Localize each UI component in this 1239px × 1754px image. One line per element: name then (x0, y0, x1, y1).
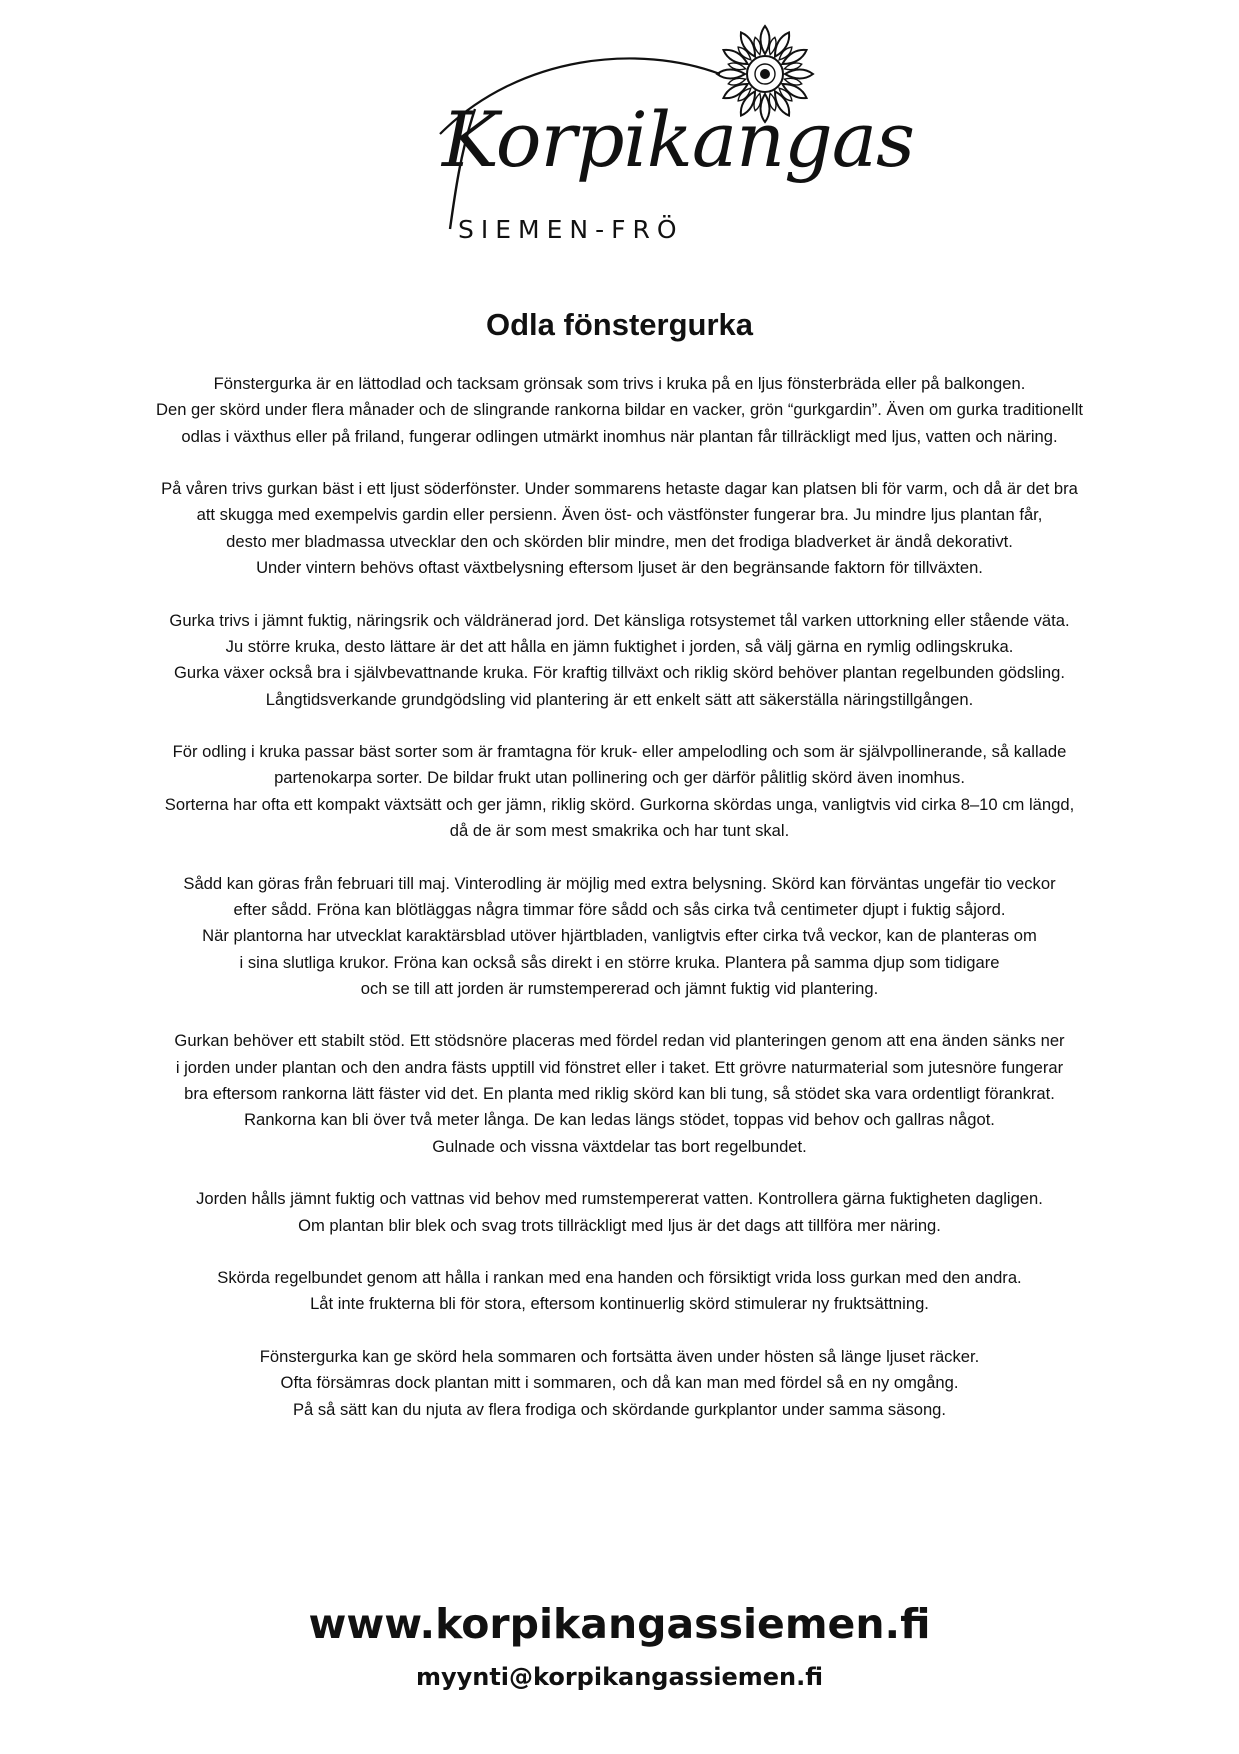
brand-logo (420, 14, 915, 244)
text-line: att skugga med exempelvis gardin eller persienn. Även öst- och västfönster fungerar bra. Ju mindre ljus plantan får, (196, 505, 1043, 525)
text-line: Skörda regelbundet genom att hålla i rankan med ena handen och försiktigt vrida loss gurkan med den andra. (217, 1268, 1022, 1288)
paragraph (70, 871, 1169, 1002)
paragraph (70, 608, 1169, 713)
text-line: Långtidsverkande grundgödsling vid plantering är ett enkelt sätt att säkerställa näringstillgången. (265, 689, 974, 709)
text-line: För odling i kruka passar bäst sorter som är framtagna för kruk- eller ampelodling och som är självpollinerande, så kallade (172, 742, 1067, 762)
website-link[interactable]: www.korpikangassiemen.fi (308, 1600, 931, 1648)
text-line: i jorden under plantan och den andra fästs upptill vid fönstret eller i taket. Ett grövre naturmaterial som jutesnöre fungerar (175, 1057, 1064, 1077)
text-line: Om plantan blir blek och svag trots tillräckligt med ljus är det dags att tillföra mer näring. (298, 1215, 941, 1235)
text-line: i sina slutliga krukor. Fröna kan också sås direkt i en större kruka. Plantera på samma djup som tidigare (239, 952, 1000, 972)
paragraph (70, 739, 1169, 844)
logo-subtitle: SIEMEN-FRÖ (458, 215, 684, 244)
text-line: desto mer bladmassa utvecklar den och skörden blir mindre, men det frodiga bladverket är ändå dekorativt. (226, 531, 1013, 551)
text-line: då de är som mest smakrika och har tunt skal. (449, 821, 790, 841)
text-line: bra eftersom rankorna lätt fäster vid det. En planta med riklig skörd kan bli tung, så stödet ska vara ordentligt förankrat. (184, 1084, 1055, 1104)
text-line: Rankorna kan bli över två meter långa. De kan ledas längs stödet, toppas vid behov och gallras något. (244, 1110, 995, 1130)
text-line: Gulnade och vissna växtdelar tas bort regelbundet. (432, 1136, 807, 1156)
text-line: På så sätt kan du njuta av flera frodiga och skördande gurkplantor under samma säsong. (292, 1399, 947, 1419)
text-line: Sorterna har ofta ett kompakt växtsätt och ger jämn, riklig skörd. Gurkorna skördas unga, vanligtvis vid cirka 8–10 cm längd, (164, 794, 1075, 814)
text-line: Gurka trivs i jämnt fuktig, näringsrik och väldränerad jord. Det känsliga rotsystemet tål varken uttorkning eller stående väta. (169, 610, 1070, 630)
text-line: Ju större kruka, desto lättare är det att hålla en jämn fuktighet i jorden, så välj gärna en rymlig odlingskruka. (225, 636, 1014, 656)
text-line: Fönstergurka är en lättodlad och tacksam grönsak som trivs i kruka på en ljus fönsterbräda eller på balkongen. (213, 374, 1026, 393)
text-line: Jorden hålls jämnt fuktig och vattnas vid behov med rumstempererat vatten. Kontrollera gärna fuktigheten dagligen. (196, 1189, 1043, 1209)
email-link[interactable]: myynti@korpikangassiemen.fi (415, 1663, 824, 1691)
page-title: Odla fönstergurka (486, 307, 753, 342)
text-line: Ofta försämras dock plantan mitt i sommaren, och då kan man med fördel så en ny omgång. (280, 1373, 959, 1393)
paragraph (70, 1265, 1169, 1318)
paragraph (70, 1344, 1169, 1423)
text-line: Den ger skörd under flera månader och de slingrande rankorna bildar en vacker, grön “gurkgardin”. Även om gurka traditionellt (156, 400, 1083, 420)
text-line: Gurka växer också bra i självbevattnande kruka. För kraftig tillväxt och riklig skörd behöver plantan regelbunden gödsling. (174, 663, 1065, 683)
text-line: Sådd kan göras från februari till maj. Vinterodling är möjlig med extra belysning. Skörd kan förväntas ungefär tio veckor (183, 873, 1056, 893)
text-line: När plantorna har utvecklat karaktärsblad utöver hjärtbladen, vanligtvis efter cirka två veckor, kan de planteras om (202, 926, 1037, 946)
paragraph (70, 476, 1169, 581)
text-line: Gurkan behöver ett stabilt stöd. Ett stödsnöre placeras med fördel redan vid planteringen genom att ena änden sänks ner (174, 1031, 1065, 1051)
text-line: Under vintern behövs oftast växtbelysning eftersom ljuset är den begränsande faktorn för tillväxten. (256, 558, 983, 578)
paragraph (70, 1028, 1169, 1159)
text-line: och se till att jorden är rumstempererad och jämnt fuktig vid plantering. (360, 978, 879, 998)
text-line: odlas i växthus eller på friland, fungerar odlingen utmärkt inomhus när plantan får tillräckligt med ljus, vatten och näring. (181, 426, 1058, 446)
text-line: Fönstergurka kan ge skörd hela sommaren och fortsätta även under hösten så länge ljuset räcker. (259, 1346, 980, 1366)
paragraph (70, 371, 1169, 450)
logo-script-text: Korpikangas (442, 95, 915, 184)
text-line: På våren trivs gurkan bäst i ett ljust söderfönster. Under sommarens hetaste dagar kan platsen bli för varm, och då är det bra (161, 479, 1078, 499)
text-line: partenokarpa sorter. De bildar frukt utan pollinering och ger därför pålitlig skörd även inomhus. (274, 768, 965, 788)
article-body (70, 371, 1169, 1449)
text-line: efter sådd. Fröna kan blötläggas några timmar före sådd och sås cirka två centimeter djupt i fuktig såjord. (233, 899, 1006, 919)
text-line: Låt inte frukterna bli för stora, eftersom kontinuerlig skörd stimulerar ny fruktsättning. (310, 1294, 929, 1314)
paragraph (70, 1186, 1169, 1239)
